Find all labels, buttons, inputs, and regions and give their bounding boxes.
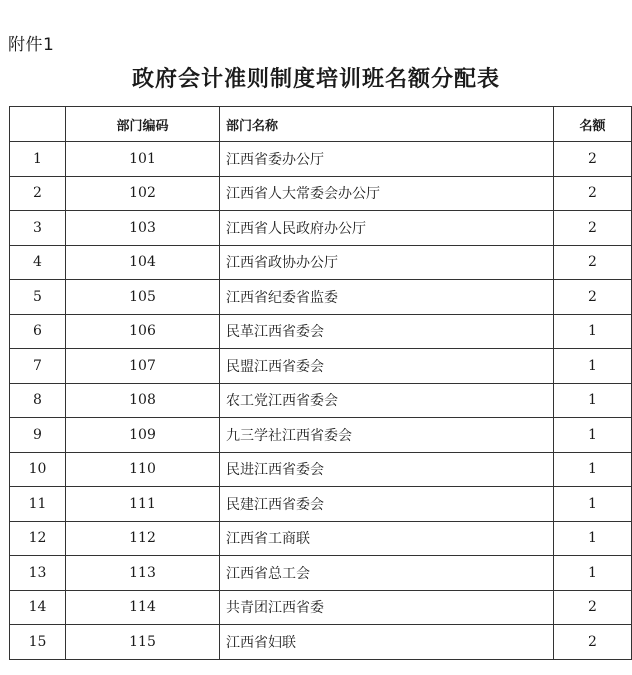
row-index-cell: 12: [10, 521, 66, 556]
department-name-cell: 江西省人大常委会办公厅: [220, 176, 554, 211]
department-code-cell: 109: [66, 418, 220, 453]
department-code-cell: 102: [66, 176, 220, 211]
header-index: [10, 107, 66, 142]
quota-cell: 1: [554, 349, 632, 384]
department-name-cell: 江西省委办公厅: [220, 142, 554, 177]
table-row: [10, 556, 632, 591]
table-row: [10, 176, 632, 211]
department-code-cell: 108: [66, 383, 220, 418]
attachment-label: 附件1: [8, 35, 55, 55]
row-index-cell: 9: [10, 418, 66, 453]
department-name-cell: 农工党江西省委会: [220, 383, 554, 418]
row-index-cell: 7: [10, 349, 66, 384]
quota-cell: 2: [554, 142, 632, 177]
header-department-name: 部门名称: [220, 107, 554, 142]
row-index-cell: 14: [10, 590, 66, 625]
department-code-cell: 111: [66, 487, 220, 522]
department-name-cell: 民进江西省委会: [220, 452, 554, 487]
table-row: [10, 245, 632, 280]
table-row: [10, 590, 632, 625]
table-row: [10, 142, 632, 177]
header-quota: 名额: [554, 107, 632, 142]
quota-cell: 1: [554, 556, 632, 591]
department-name-cell: 民革江西省委会: [220, 314, 554, 349]
quota-cell: 1: [554, 418, 632, 453]
department-name-cell: 江西省妇联: [220, 625, 554, 660]
table-row: [10, 452, 632, 487]
quota-cell: 2: [554, 176, 632, 211]
department-code-cell: 113: [66, 556, 220, 591]
quota-cell: 1: [554, 314, 632, 349]
row-index-cell: 8: [10, 383, 66, 418]
quota-cell: 2: [554, 280, 632, 315]
quota-cell: 2: [554, 590, 632, 625]
table-row: [10, 625, 632, 660]
table-row: [10, 280, 632, 315]
table-row: [10, 383, 632, 418]
table-row: [10, 211, 632, 246]
table-row: [10, 349, 632, 384]
table-body: [10, 142, 632, 660]
table-header-row: [10, 107, 632, 142]
table-row: [10, 314, 632, 349]
row-index-cell: 2: [10, 176, 66, 211]
department-name-cell: 江西省纪委省监委: [220, 280, 554, 315]
row-index-cell: 6: [10, 314, 66, 349]
row-index-cell: 5: [10, 280, 66, 315]
department-name-cell: 江西省工商联: [220, 521, 554, 556]
department-code-cell: 103: [66, 211, 220, 246]
department-code-cell: 110: [66, 452, 220, 487]
header-department-code: 部门编码: [66, 107, 220, 142]
row-index-cell: 11: [10, 487, 66, 522]
quota-cell: 2: [554, 211, 632, 246]
table-row: [10, 487, 632, 522]
department-code-cell: 114: [66, 590, 220, 625]
department-code-cell: 104: [66, 245, 220, 280]
department-name-cell: 民盟江西省委会: [220, 349, 554, 384]
department-code-cell: 112: [66, 521, 220, 556]
row-index-cell: 4: [10, 245, 66, 280]
row-index-cell: 13: [10, 556, 66, 591]
department-code-cell: 107: [66, 349, 220, 384]
department-name-cell: 江西省人民政府办公厅: [220, 211, 554, 246]
department-code-cell: 101: [66, 142, 220, 177]
page-title: 政府会计准则制度培训班名额分配表: [131, 66, 500, 92]
quota-cell: 1: [554, 383, 632, 418]
department-code-cell: 115: [66, 625, 220, 660]
department-code-cell: 105: [66, 280, 220, 315]
quota-cell: 2: [554, 245, 632, 280]
quota-cell: 1: [554, 487, 632, 522]
row-index-cell: 3: [10, 211, 66, 246]
table-row: [10, 521, 632, 556]
department-name-cell: 江西省政协办公厅: [220, 245, 554, 280]
quota-cell: 1: [554, 452, 632, 487]
department-name-cell: 共青团江西省委: [220, 590, 554, 625]
table-row: [10, 418, 632, 453]
department-code-cell: 106: [66, 314, 220, 349]
quota-table: [9, 106, 632, 660]
quota-cell: 2: [554, 625, 632, 660]
department-name-cell: 江西省总工会: [220, 556, 554, 591]
department-name-cell: 民建江西省委会: [220, 487, 554, 522]
row-index-cell: 10: [10, 452, 66, 487]
department-name-cell: 九三学社江西省委会: [220, 418, 554, 453]
quota-cell: 1: [554, 521, 632, 556]
row-index-cell: 1: [10, 142, 66, 177]
row-index-cell: 15: [10, 625, 66, 660]
